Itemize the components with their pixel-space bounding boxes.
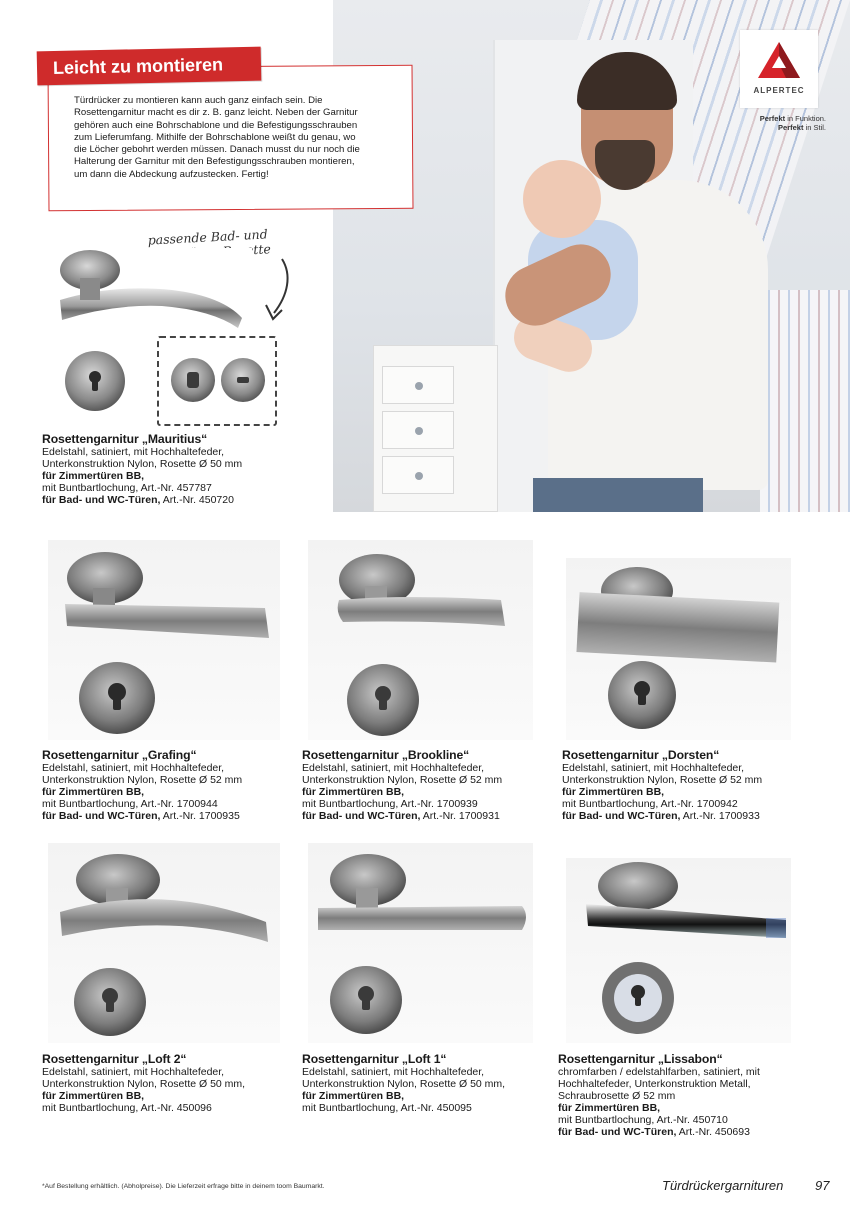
baby-head <box>523 160 601 238</box>
mauritius-rosette-image <box>60 346 130 416</box>
product-name: Rosettengarnitur „Brookline“ <box>302 748 470 762</box>
info-box-title: Leicht zu montieren <box>37 47 262 86</box>
lissabon-image <box>580 860 795 1040</box>
loft1-image <box>312 852 532 1042</box>
logo-brand: ALPERTEC <box>753 86 805 95</box>
striped-wallpaper-lower <box>760 290 850 512</box>
product-dorsten: Rosettengarnitur „Dorsten“ Edelstahl, satiniert, mit Hochhaltefeder, Unterkonstruktion Nylon, Rosette Ø 52 mm für Zimmertüren BB, mit Buntbartlochung, Art.-Nr. 1700942 für Bad- und WC-Türen, Art.-Nr. 1700933 <box>562 748 763 823</box>
logo-claim: Perfekt in Funktion. Perfekt in Stil. <box>759 114 826 132</box>
page-number: 97 <box>815 1178 830 1193</box>
loft2-image <box>52 852 277 1042</box>
alpertec-logo <box>740 30 818 108</box>
wc-rosette-image <box>167 352 267 408</box>
grafing-image <box>55 548 275 738</box>
dresser <box>373 345 498 512</box>
man-jeans <box>533 478 703 512</box>
product-grafing: Rosettengarnitur „Grafing“ Edelstahl, satiniert, mit Hochhaltefeder, Unterkonstruktion Nylon, Rosette Ø 52 mm für Zimmertüren BB, mit Buntbartlochung, Art.-Nr. 1700944 für Bad- und WC-Türen, Art.-Nr. 1700935 <box>42 748 243 823</box>
product-name: Rosettengarnitur „Dorsten“ <box>562 748 720 762</box>
product-lissabon: Rosettengarnitur „Lissabon“ chromfarben / edelstahlfarben, satiniert, mit Hochhaltefeder, Unterkonstruktion Metall, Schraubrosette Ø 52 mm für Zimmertüren BB, mit Buntbartlochung, Art.-Nr. 450710 für Bad- und WC-Türen, Art.-Nr. 450693 <box>558 1052 760 1139</box>
product-mauritius: Rosettengarnitur „Mauritius“ Edelstahl, satiniert, mit Hochhaltefeder, Unterkonstruktion Nylon, Rosette Ø 50 mm für Zimmertüren BB, mit Buntbartlochung, Art.-Nr. 457787 für Bad- und WC-Türen, Art.-Nr. 450720 <box>42 432 243 507</box>
arrow-icon <box>258 255 298 325</box>
product-name: Rosettengarnitur „Lissabon“ <box>558 1052 723 1066</box>
product-loft1: Rosettengarnitur „Loft 1“ Edelstahl, satiniert, mit Hochhaltefeder, Unterkonstruktion Nylon, Rosette Ø 50 mm, für Zimmertüren BB, mit Buntbartlochung, Art.-Nr. 450095 <box>302 1052 506 1115</box>
mauritius-handle-image <box>52 248 252 338</box>
product-name: Rosettengarnitur „Loft 2“ <box>42 1052 187 1066</box>
handwritten-note: passende Bad- und WC-Türen-Rosette <box>147 226 272 263</box>
product-name: Rosettengarnitur „Mauritius“ <box>42 432 208 446</box>
product-name: Rosettengarnitur „Loft 1“ <box>302 1052 447 1066</box>
info-box-text: Türdrücker zu montieren kann auch ganz einfach sein. Die Rosettengarnitur macht es dir z. B. ganz leicht. Neben der Garnitur gehören auch eine Bohrschablone und die Befestigungsschrauben zum Lieferumfang. Mithilfe der Bohrschablone weißt du genau, wo die Löcher gebohrt werden müssen. Danach musst du nur noch die Halterung der Garnitur mit den Befestigungsschrauben montieren, um dann die Abdeckung aufzustecken. Fertig! <box>74 95 360 180</box>
product-loft2: Rosettengarnitur „Loft 2“ Edelstahl, satiniert, mit Hochhaltefeder, Unterkonstruktion Nylon, Rosette Ø 50 mm, für Zimmertüren BB, mit Buntbartlochung, Art.-Nr. 450096 <box>42 1052 246 1115</box>
alpertec-logo-icon <box>756 40 802 80</box>
product-name: Rosettengarnitur „Grafing“ <box>42 748 197 762</box>
brookline-image <box>315 550 525 740</box>
product-brookline: Rosettengarnitur „Brookline“ Edelstahl, satiniert, mit Hochhaltefeder, Unterkonstruktion Nylon, Rosette Ø 52 mm für Zimmertüren BB, mit Buntbartlochung, Art.-Nr. 1700939 für Bad- und WC-Türen, Art.-Nr. 1700931 <box>302 748 503 823</box>
section-label: Türdrückergarnituren <box>662 1178 784 1193</box>
dorsten-image <box>572 565 787 740</box>
footnote: *Auf Bestellung erhältlich. (Abholpreise). Die Lieferzeit erfrage bitte in deinem toom Baumarkt. <box>42 1183 325 1190</box>
